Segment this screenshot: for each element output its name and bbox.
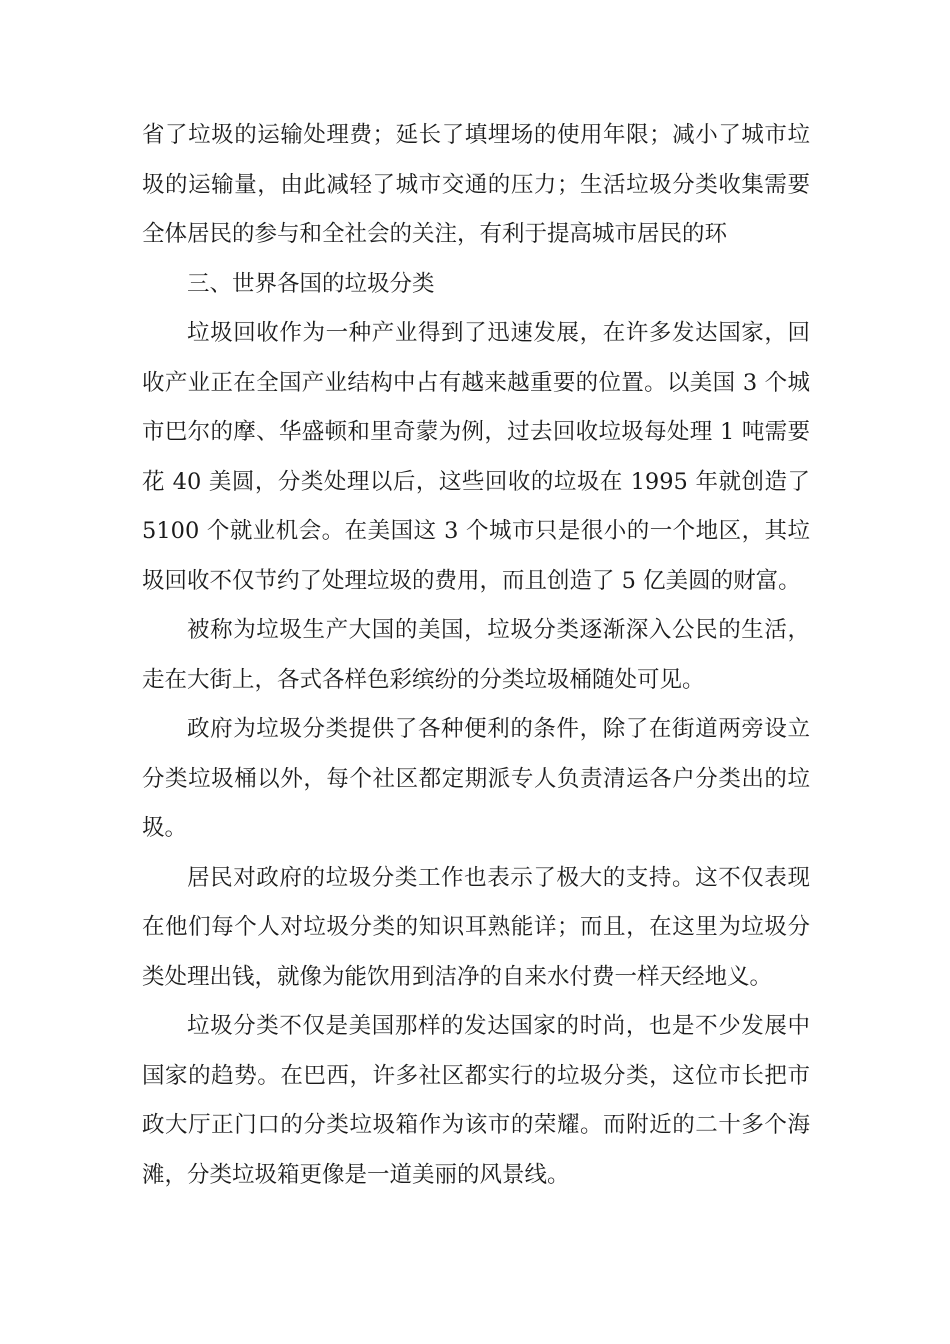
paragraph-us-sorting: 被称为垃圾生产大国的美国，垃圾分类逐渐深入公民的生活，走在大街上，各式各样色彩缤纷的分类垃圾桶随处可见。 xyxy=(142,617,810,693)
paragraph-developing-countries: 垃圾分类不仅是美国那样的发达国家的时尚，也是不少发展中国家的趋势。在巴西，许多社区都实行的垃圾分类，这位市长把市政大厅正门口的分类垃圾箱作为该市的荣耀。而附近的二十多个海滩，分类垃圾箱更像是一道美丽的风景线。 xyxy=(142,1013,810,1188)
paragraph-residents: 居民对政府的垃圾分类工作也表示了极大的支持。这不仅表现在他们每个人对垃圾分类的知识耳熟能详；而且，在这里为垃圾分类处理出钱，就像为能饮用到洁净的自来水付费一样天经地义。 xyxy=(142,864,810,990)
paragraph-government: 政府为垃圾分类提供了各种便利的条件，除了在街道两旁设立分类垃圾桶以外，每个社区都定期派专人负责清运各户分类出的垃圾。 xyxy=(142,716,810,841)
document-page xyxy=(142,111,810,1200)
paragraph-recycling-industry: 垃圾回收作为一种产业得到了迅速发展，在许多发达国家，回收产业正在全国产业结构中占有越来越重要的位置。以美国 3 个城市巴尔的摩、华盛顿和里奇蒙为例，过去回收垃圾每处理 1 吨需要花 40 美圆，分类处理以后，这些回收的垃圾在 1995 年就创造了 5100 个就业机会。在美国这 3 个城市只是很小的一个地区，其垃圾回收不仅节约了处理垃圾的费用，而且创造了 5 亿美圆的财富。 xyxy=(142,320,810,594)
paragraph-continuation: 省了垃圾的运输处理费；延长了填埋场的使用年限；减小了城市垃圾的运输量，由此减轻了城市交通的压力；生活垃圾分类收集需要全体居民的参与和全社会的关注，有利于提高城市居民的环 xyxy=(142,122,810,247)
section-heading: 三、世界各国的垃圾分类 xyxy=(187,270,435,297)
